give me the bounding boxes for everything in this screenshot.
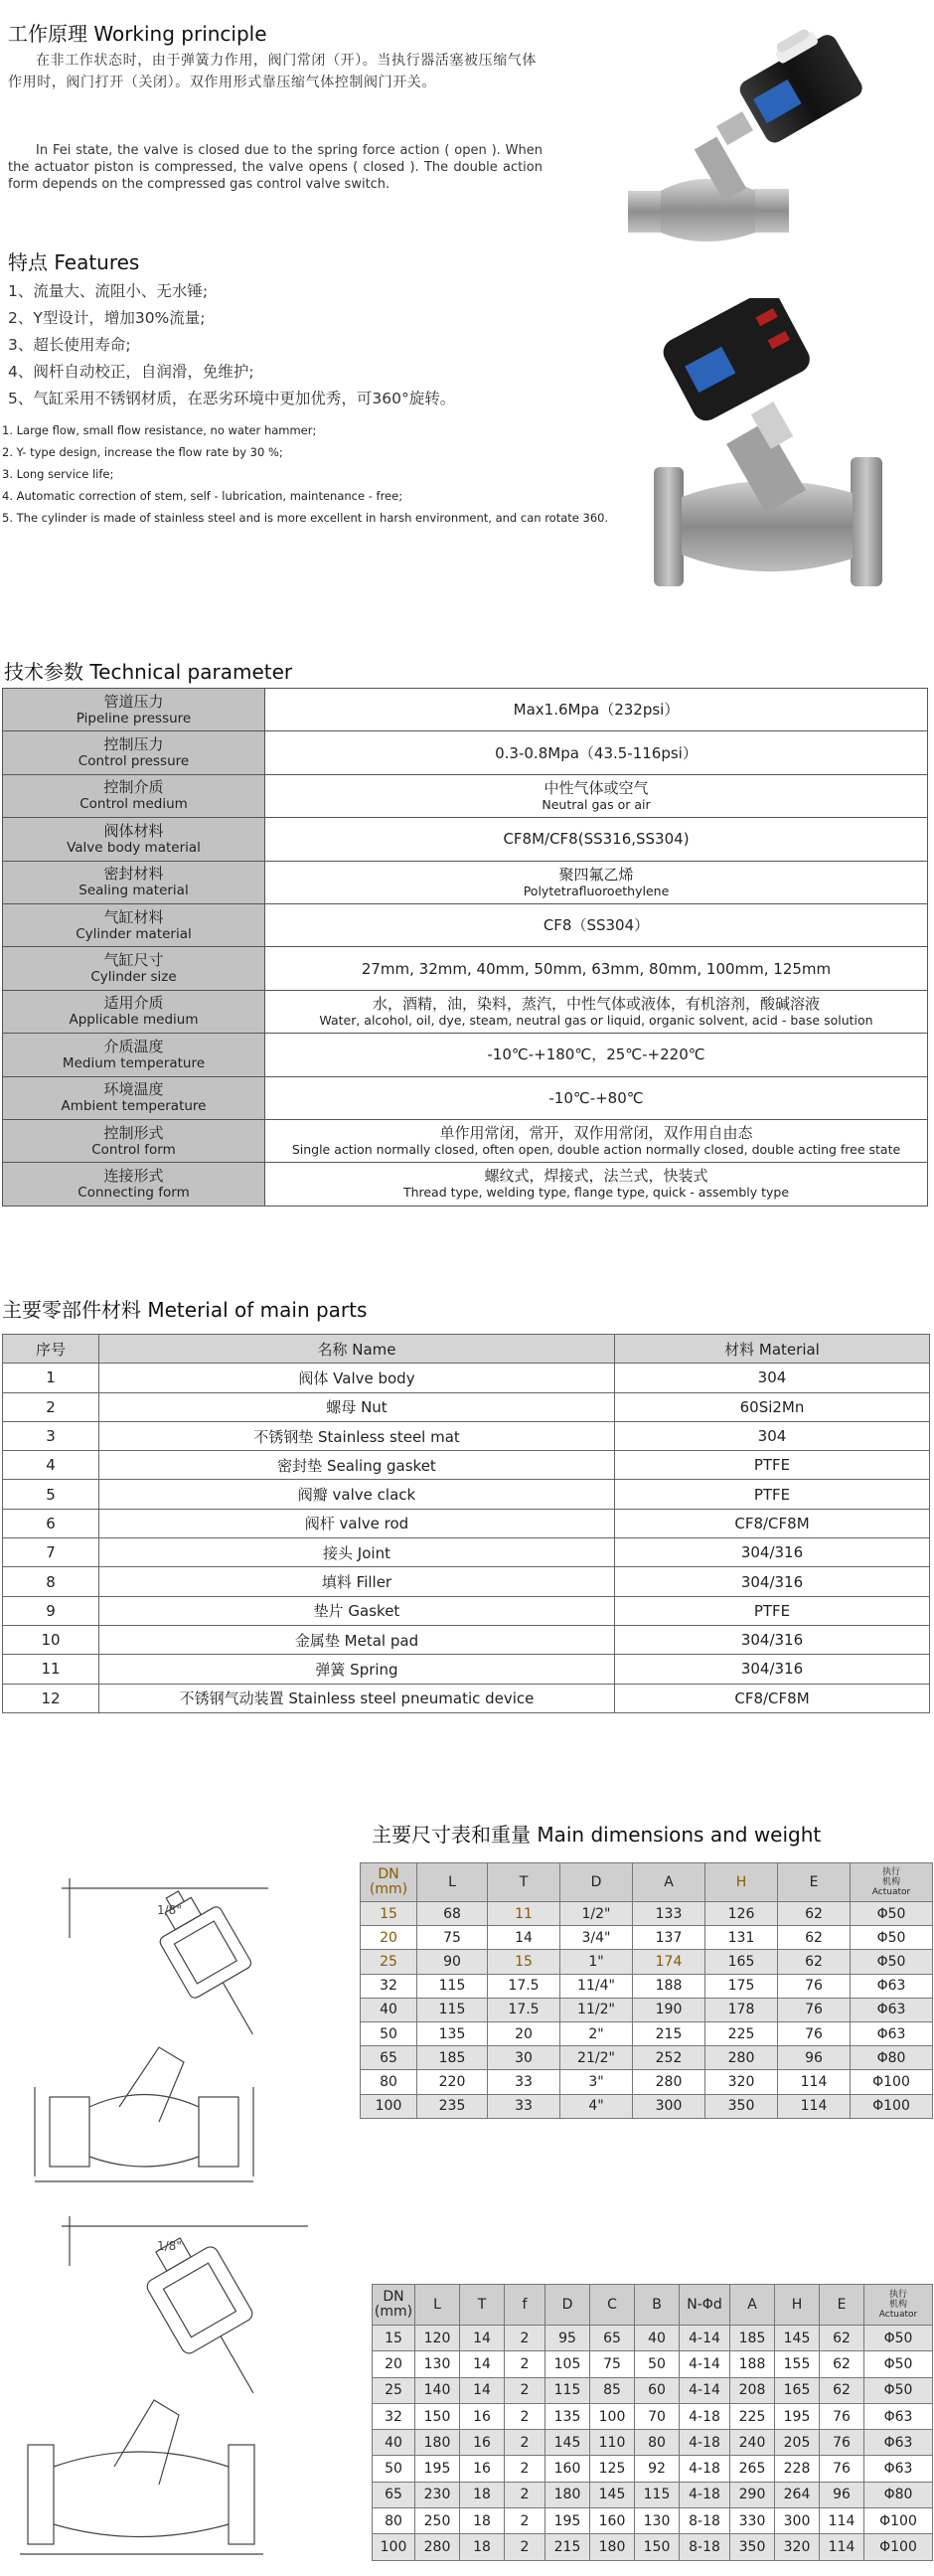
tech-label: 适用介质 Applicable medium [3, 990, 265, 1033]
flanged-dims-row: 65 230 18 2 180 145 115 4-18 290 264 96 Φ80 [373, 2482, 933, 2507]
dims-actuator-header: 执行 机构 Actuator [864, 2285, 933, 2326]
tech-value: 水，酒精，油，染料，蒸汽，中性气体或液体，有机溶剂，酸碱溶液 Water, alcohol, oil, dye, steam, neutral gas or liquid, organic solvent, acid - base solution [265, 990, 928, 1033]
tech-value: CF8M/CF8(SS316,SS304) [265, 818, 928, 861]
parts-row: 6 阀杆 valve rod CF8/CF8M [3, 1509, 930, 1537]
flanged-valve-drawing [10, 2206, 358, 2564]
flanged-dims-row: 15 120 14 2 95 65 40 4-14 185 145 62 Φ50 [373, 2326, 933, 2351]
flanged-dims-row: 50 195 16 2 160 125 92 4-18 265 228 76 Φ63 [373, 2456, 933, 2482]
tech-row [3, 903, 928, 946]
dims-header: B [635, 2285, 680, 2326]
feature-cn-item: 4、阀杆自动校正，自润滑，免维护; [8, 363, 254, 381]
parts-row: 3 不锈钢垫 Stainless steel mat 304 [3, 1421, 930, 1450]
feature-en-item: 3. Long service life; [2, 467, 114, 481]
tech-label: 密封材料 Sealing material [3, 861, 265, 903]
tech-row [3, 947, 928, 990]
parts-row: 10 金属垫 Metal pad 304/316 [3, 1625, 930, 1654]
tech-row [3, 818, 928, 861]
parts-header-row [3, 1335, 930, 1364]
flanged-dims-header-row [373, 2285, 933, 2326]
tech-label: 连接形式 Connecting form [3, 1163, 265, 1206]
tech-value: CF8（SS304） [265, 903, 928, 946]
threaded-dims-row: 80 220 33 3" 280 320 114 Φ100 [361, 2070, 933, 2094]
parts-row: 11 弹簧 Spring 304/316 [3, 1655, 930, 1684]
tech-label: 控制介质 Control medium [3, 774, 265, 817]
tech-value: 中性气体或空气 Neutral gas or air [265, 774, 928, 817]
parts-header: 材料 Material [615, 1335, 930, 1364]
tech-label: 控制形式 Control form [3, 1119, 265, 1162]
feature-cn-item: 3、超长使用寿命; [8, 336, 131, 354]
threaded-dims-table [360, 1862, 933, 2119]
dims-header: H [775, 2285, 820, 2326]
tech-row [3, 689, 928, 731]
tech-row [3, 1119, 928, 1162]
flanged-dims-row: 100 280 18 2 215 180 150 8-18 350 320 114 Φ100 [373, 2534, 933, 2560]
working-principle-en: In Fei state, the valve is closed due to the spring force action ( open ). When the actuator piston is compressed, the valve opens ( closed ). The double action form depends on the compressed gas control valve switch. [8, 143, 543, 192]
tech-row [3, 774, 928, 817]
dims-header: N-Φd [680, 2285, 730, 2326]
tech-label: 管道压力 Pipeline pressure [3, 689, 265, 731]
drawing-dim-label: 1/8" [157, 2239, 182, 2253]
tech-row [3, 1034, 928, 1076]
parts-row: 8 填料 Filler 304/316 [3, 1567, 930, 1596]
dims-header: T [488, 1863, 560, 1902]
feature-cn-item: 1、流量大、流阻小、无水锤; [8, 282, 209, 300]
tech-table [2, 688, 928, 1207]
tech-value: 螺纹式，焊接式，法兰式，快装式 Thread type, welding type, flange type, quick - assembly type [265, 1163, 928, 1206]
tech-value: 27mm, 32mm, 40mm, 50mm, 63mm, 80mm, 100mm, 125mm [265, 947, 928, 990]
tech-value: -10℃-+80℃ [265, 1076, 928, 1119]
parts-header: 序号 [3, 1335, 99, 1364]
features-title: 特点 Features [8, 250, 140, 274]
threaded-dims-row: 50 135 20 2" 215 225 76 Φ63 [361, 2021, 933, 2045]
tech-row [3, 861, 928, 903]
feature-en-item: 5. The cylinder is made of stainless steel and is more excellent in harsh environment, and can rotate 360. [2, 511, 609, 525]
flanged-dims-table [372, 2284, 933, 2561]
parts-row: 5 阀瓣 valve clack PTFE [3, 1480, 930, 1509]
threaded-dims-row: 40 115 17.5 11/2" 190 178 76 Φ63 [361, 1998, 933, 2021]
parts-header: 名称 Name [99, 1335, 615, 1364]
tech-label: 介质温度 Medium temperature [3, 1034, 265, 1076]
flanged-valve-photo [634, 298, 932, 596]
dims-header: L [417, 1863, 488, 1902]
tech-value: -10℃-+180℃，25℃-+220℃ [265, 1034, 928, 1076]
tech-title: 技术参数 Technical parameter [4, 660, 293, 684]
flanged-dims-row: 32 150 16 2 135 100 70 4-18 225 195 76 Φ63 [373, 2403, 933, 2429]
flanged-dims-row: 80 250 18 2 195 160 130 8-18 330 300 114 Φ100 [373, 2508, 933, 2534]
tech-label: 气缸材料 Cylinder material [3, 903, 265, 946]
threaded-dims-row: 100 235 33 4" 300 350 114 Φ100 [361, 2094, 933, 2118]
parts-title: 主要零部件材料 Meterial of main parts [2, 1298, 368, 1322]
dims-header: H [705, 1863, 778, 1902]
dims-header: C [590, 2285, 635, 2326]
threaded-dims-row: 32 115 17.5 11/4" 188 175 76 Φ63 [361, 1974, 933, 1998]
parts-row: 9 垫片 Gasket PTFE [3, 1596, 930, 1625]
parts-row: 1 阀体 Valve body 304 [3, 1364, 930, 1392]
parts-table [2, 1334, 930, 1713]
dims-header: DN (mm) [361, 1863, 417, 1902]
dims-actuator-header: 执行 机构 Actuator [851, 1863, 933, 1902]
tech-row [3, 1163, 928, 1206]
parts-row: 12 不锈钢气动装置 Stainless steel pneumatic device CF8/CF8M [3, 1684, 930, 1712]
dims-header: L [415, 2285, 460, 2326]
flanged-dims-row: 40 180 16 2 145 110 80 4-18 240 205 76 Φ63 [373, 2430, 933, 2456]
working-principle-cn: 在非工作状态时，由于弹簧力作用，阀门常闭（开）。当执行器活塞被压缩气体作用时，阀门打开（关闭）。双作用形式靠压缩气体控制阀门开关。 [8, 53, 537, 90]
threaded-dims-row: 65 185 30 21/2" 252 280 96 Φ80 [361, 2046, 933, 2070]
dims-header: A [730, 2285, 775, 2326]
dims-header: A [633, 1863, 705, 1902]
tech-label: 气缸尺寸 Cylinder size [3, 947, 265, 990]
flanged-dims-row: 20 130 14 2 105 75 50 4-14 188 155 62 Φ50 [373, 2351, 933, 2377]
feature-en-item: 4. Automatic correction of stem, self - lubrication, maintenance - free; [2, 489, 403, 503]
flanged-dims-row: 25 140 14 2 115 85 60 4-14 208 165 62 Φ50 [373, 2377, 933, 2403]
tech-value: Max1.6Mpa（232psi） [265, 689, 928, 731]
tech-value: 0.3-0.8Mpa（43.5-116psi） [265, 731, 928, 774]
working-principle-title: 工作原理 Working principle [8, 22, 267, 46]
threaded-dims-header-row [361, 1863, 933, 1902]
tech-value: 单作用常闭，常开，双作用常闭，双作用自由态 Single action normally closed, often open, double action normally closed, double acting free state [265, 1119, 928, 1162]
tech-label: 控制压力 Control pressure [3, 731, 265, 774]
drawing-dim-label: 1/8" [157, 1903, 182, 1917]
features-cn-list [8, 278, 455, 412]
dims-header: DN (mm) [373, 2285, 415, 2326]
feature-en-item: 1. Large flow, small flow resistance, no water hammer; [2, 423, 317, 437]
dims-header: f [505, 2285, 545, 2326]
feature-cn-item: 5、气缸采用不锈钢材质，在恶劣环境中更加优秀，可360°旋转。 [8, 390, 456, 407]
tech-row [3, 731, 928, 774]
tech-label: 阀体材料 Valve body material [3, 818, 265, 861]
dims-title: 主要尺寸表和重量 Main dimensions and weight [372, 1823, 822, 1847]
threaded-valve-photo [606, 20, 924, 258]
dims-header: E [778, 1863, 851, 1902]
threaded-dims-row: 20 75 14 3/4" 137 131 62 Φ50 [361, 1926, 933, 1950]
tech-value: 聚四氟乙烯 Polytetrafluoroethylene [265, 861, 928, 903]
feature-cn-item: 2、Y型设计，增加30%流量; [8, 309, 206, 327]
parts-row: 2 螺母 Nut 60Si2Mn [3, 1392, 930, 1421]
parts-row: 4 密封垫 Sealing gasket PTFE [3, 1451, 930, 1480]
threaded-dims-row: 15 68 11 1/2" 133 126 62 Φ50 [361, 1902, 933, 1926]
feature-en-item: 2. Y- type design, increase the flow rate by 30 %; [2, 445, 283, 459]
tech-row [3, 1076, 928, 1119]
dims-header: D [545, 2285, 590, 2326]
dims-header: T [460, 2285, 505, 2326]
threaded-valve-drawing [10, 1858, 358, 2186]
dims-header: E [820, 2285, 864, 2326]
tech-row [3, 990, 928, 1033]
dims-header: D [560, 1863, 633, 1902]
features-en-list [2, 419, 608, 529]
threaded-dims-row: 25 90 15 1" 174 165 62 Φ50 [361, 1950, 933, 1974]
parts-row: 7 接头 Joint 304/316 [3, 1538, 930, 1567]
tech-label: 环境温度 Ambient temperature [3, 1076, 265, 1119]
